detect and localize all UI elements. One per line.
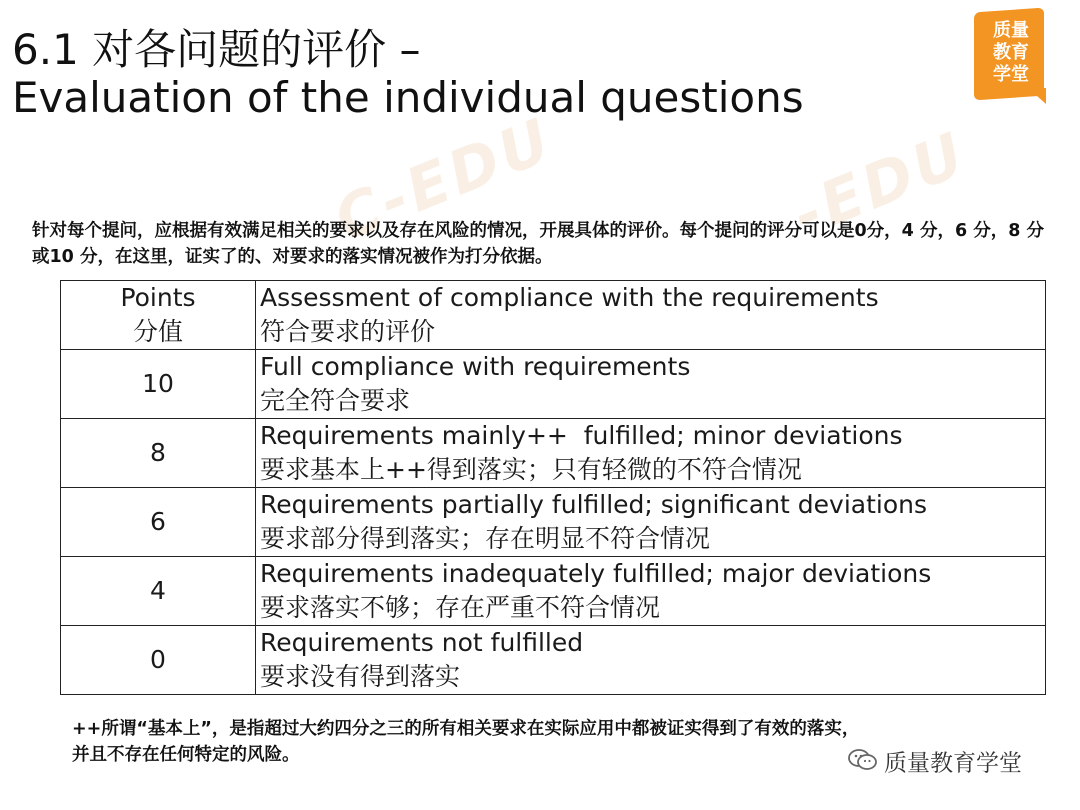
table-row — [61, 419, 1046, 488]
brand-logo — [974, 10, 1052, 106]
assessment-cell — [256, 419, 1046, 488]
assessment-zh: 要求基本上++得到落实；只有轻微的不符合情况 — [260, 455, 802, 484]
points-cell: 8 — [61, 419, 256, 488]
watermark-1: C-EDU — [325, 104, 564, 256]
evaluation-table — [60, 280, 1046, 695]
table-row — [61, 350, 1046, 419]
assessment-zh: 要求部分得到落实；存在明显不符合情况 — [260, 524, 711, 553]
points-cell: 6 — [61, 488, 256, 557]
title-line-en: Evaluation of the individual questions — [12, 73, 804, 122]
logo-line-1: 质量 — [993, 20, 1029, 41]
wechat-label: 质量教育学堂 — [884, 750, 1022, 777]
assessment-cell — [256, 488, 1046, 557]
footnote-line-2: 并且不存在任何特定的风险。 — [72, 745, 300, 765]
assessment-en: Requirements mainly++ fulfilled; minor deviations — [260, 421, 903, 450]
assessment-en: Requirements inadequately fulfilled; major deviations — [260, 559, 932, 588]
logo-tail — [1028, 88, 1046, 104]
assessment-en: Requirements partially fulfilled; significant deviations — [260, 490, 928, 519]
points-cell: 4 — [61, 557, 256, 626]
intro-paragraph: 针对每个提问，应根据有效满足相关的要求以及存在风险的情况，开展具体的评价。每个提问的评分可以是0分，4 分，6 分，8 分或10 分，在这里，证实了的、对要求的落实情况被作为打分依据。 — [32, 221, 1044, 267]
title-line-zh: 6.1 对各问题的评价 – — [12, 25, 421, 74]
assessment-cell — [256, 626, 1046, 695]
assessment-zh: 要求没有得到落实 — [260, 662, 461, 691]
table-header-row — [61, 281, 1046, 350]
header-points-zh: 分值 — [132, 317, 183, 346]
assessment-zh: 要求落实不够；存在严重不符合情况 — [260, 593, 661, 622]
page-title — [12, 26, 804, 122]
table-row — [61, 626, 1046, 695]
wechat-account — [848, 748, 1022, 778]
points-cell: 10 — [61, 350, 256, 419]
logo-text — [986, 20, 1036, 86]
header-assessment-cell — [256, 281, 1046, 350]
assessment-en: Requirements not fulfilled — [260, 628, 584, 657]
footnote-line-1: ++所谓“基本上”，是指超过大约四分之三的所有相关要求在实际应用中都被证实得到了有效的落实， — [72, 719, 860, 739]
assessment-zh: 完全符合要求 — [260, 386, 411, 415]
assessment-cell — [256, 557, 1046, 626]
logo-line-3: 学堂 — [993, 64, 1029, 85]
assessment-cell — [256, 350, 1046, 419]
points-cell: 0 — [61, 626, 256, 695]
header-assessment-en: Assessment of compliance with the requirements — [260, 283, 879, 312]
wechat-icon — [848, 748, 878, 780]
logo-line-2: 教育 — [993, 42, 1029, 63]
header-points-en: Points — [120, 283, 196, 312]
table-row — [61, 557, 1046, 626]
header-points-cell — [61, 281, 256, 350]
header-assessment-zh: 符合要求的评价 — [260, 317, 436, 346]
assessment-en: Full compliance with requirements — [260, 352, 691, 381]
table-row — [61, 488, 1046, 557]
watermark-2: -EDU — [783, 118, 977, 252]
